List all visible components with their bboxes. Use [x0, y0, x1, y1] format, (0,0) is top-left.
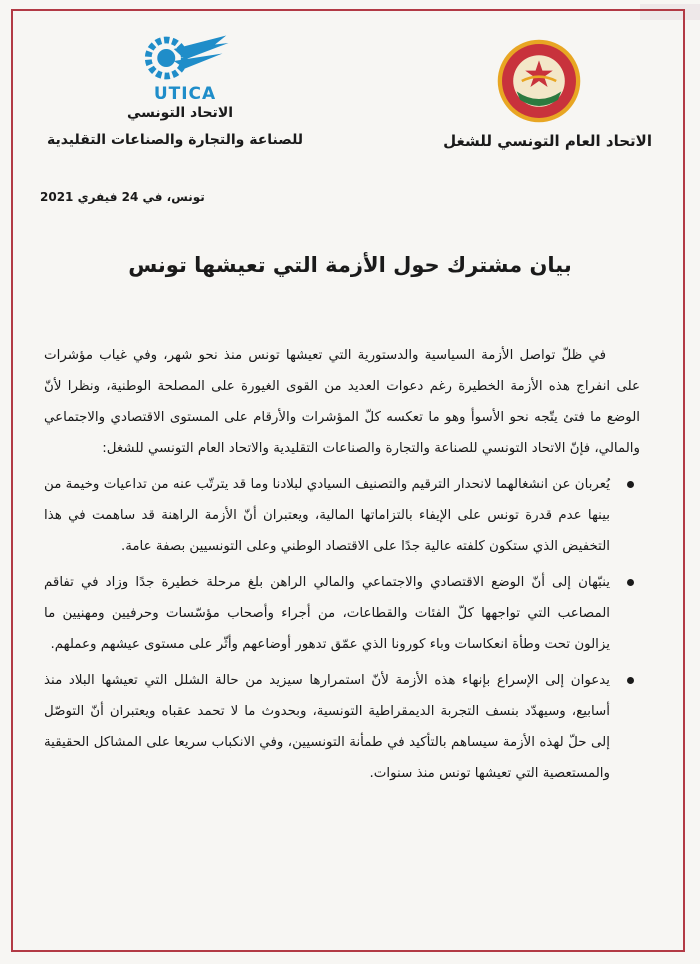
document-title: بيان مشترك حول الأزمة التي تعيشها تونس — [128, 253, 572, 277]
utica-gear-logo-icon — [140, 28, 230, 88]
point-text: يدعوان إلى الإسراع بإنهاء هذه الأزمة لأنّ استمرارها سيزيد من حالة الشلل التي تعيشها البلاد منذ أسابيع، وسيهدّد بنسف التجربة الديمقراطية التونسية، وبحدوث ما لا تحمد عقباه ويعتبران أنّ التوصّل إلى حلّ لهذه الأزمة سيساهم بالتأكيد في طمأنة التونسيين، وفي الانكباب سريعا على المشاكل الحقيقية والمستعصية التي تعيشها تونس منذ سنوات. — [44, 673, 610, 781]
point-text: ينبّهان إلى أنّ الوضع الاقتصادي والاجتماعي والمالي الراهن بلغ مرحلة خطيرة جدًا وزاد في تفاقم المصاعب التي تواجهها كلّ الفئات والقطاعات، من أجراء وأصحاب مؤسّسات وحرفيين ومهنيين ما يزالون تحت وطأة انعكاسات وباء كورونا الذي عمّق تدهور أوضاعهم وأثّر على مستوى عيشهم وعملهم. — [44, 575, 610, 652]
intro-paragraph: في ظلّ تواصل الأزمة السياسية والدستورية التي تعيشها تونس منذ نحو شهر، وفي غياب مؤشرات على انفراج هذه الأزمة الخطيرة رغم دعوات العديد من القوى الغيورة على المصلحة الوطنية، ونظرا لأنّ الوضع ما فتئ يتّجه نحو الأسوأ وهو ما تعكسه كلّ المؤشرات والأرقام على المستوى الاقتصادي والاجتماعي والمالي، فإنّ الاتحاد التونسي للصناعة والتجارة والصناعات التقليدية والاتحاد العام التونسي للشغل: — [44, 348, 640, 456]
ugtt-logo-icon — [496, 38, 582, 124]
point-text: يُعربان عن انشغالهما لانحدار الترقيم والتصنيف السيادي لبلادنا وما قد يترتّب عنه من تداعيات وخيمة من بينها عدم قدرة تونس على الإيفاء بالتزاماتها المالية، ويعتبران أنّ الأزمة الراهنة قد ساهمت في هذا التخفيض الذي ستكون كلفته عالية جدًا على الاقتصاد الوطني وعلى التونسيين بصفة عامة. — [44, 477, 610, 554]
ugtt-name: الاتحاد العام التونسي للشغل — [443, 132, 652, 150]
list-item — [44, 567, 640, 660]
bullet-icon — [627, 481, 634, 488]
document-body — [44, 340, 640, 789]
bullet-icon — [627, 579, 634, 586]
utica-name-line2: للصناعة والتجارة والصناعات التقليدية — [46, 132, 304, 148]
points-list — [44, 469, 640, 789]
bullet-icon — [627, 677, 634, 684]
document-date: تونس، في 24 فيفري 2021 — [40, 190, 205, 204]
utica-name-line1: الاتحاد التونسي — [126, 105, 234, 121]
utica-acronym: UTICA — [153, 84, 217, 104]
list-item — [44, 469, 640, 562]
list-item — [44, 665, 640, 789]
